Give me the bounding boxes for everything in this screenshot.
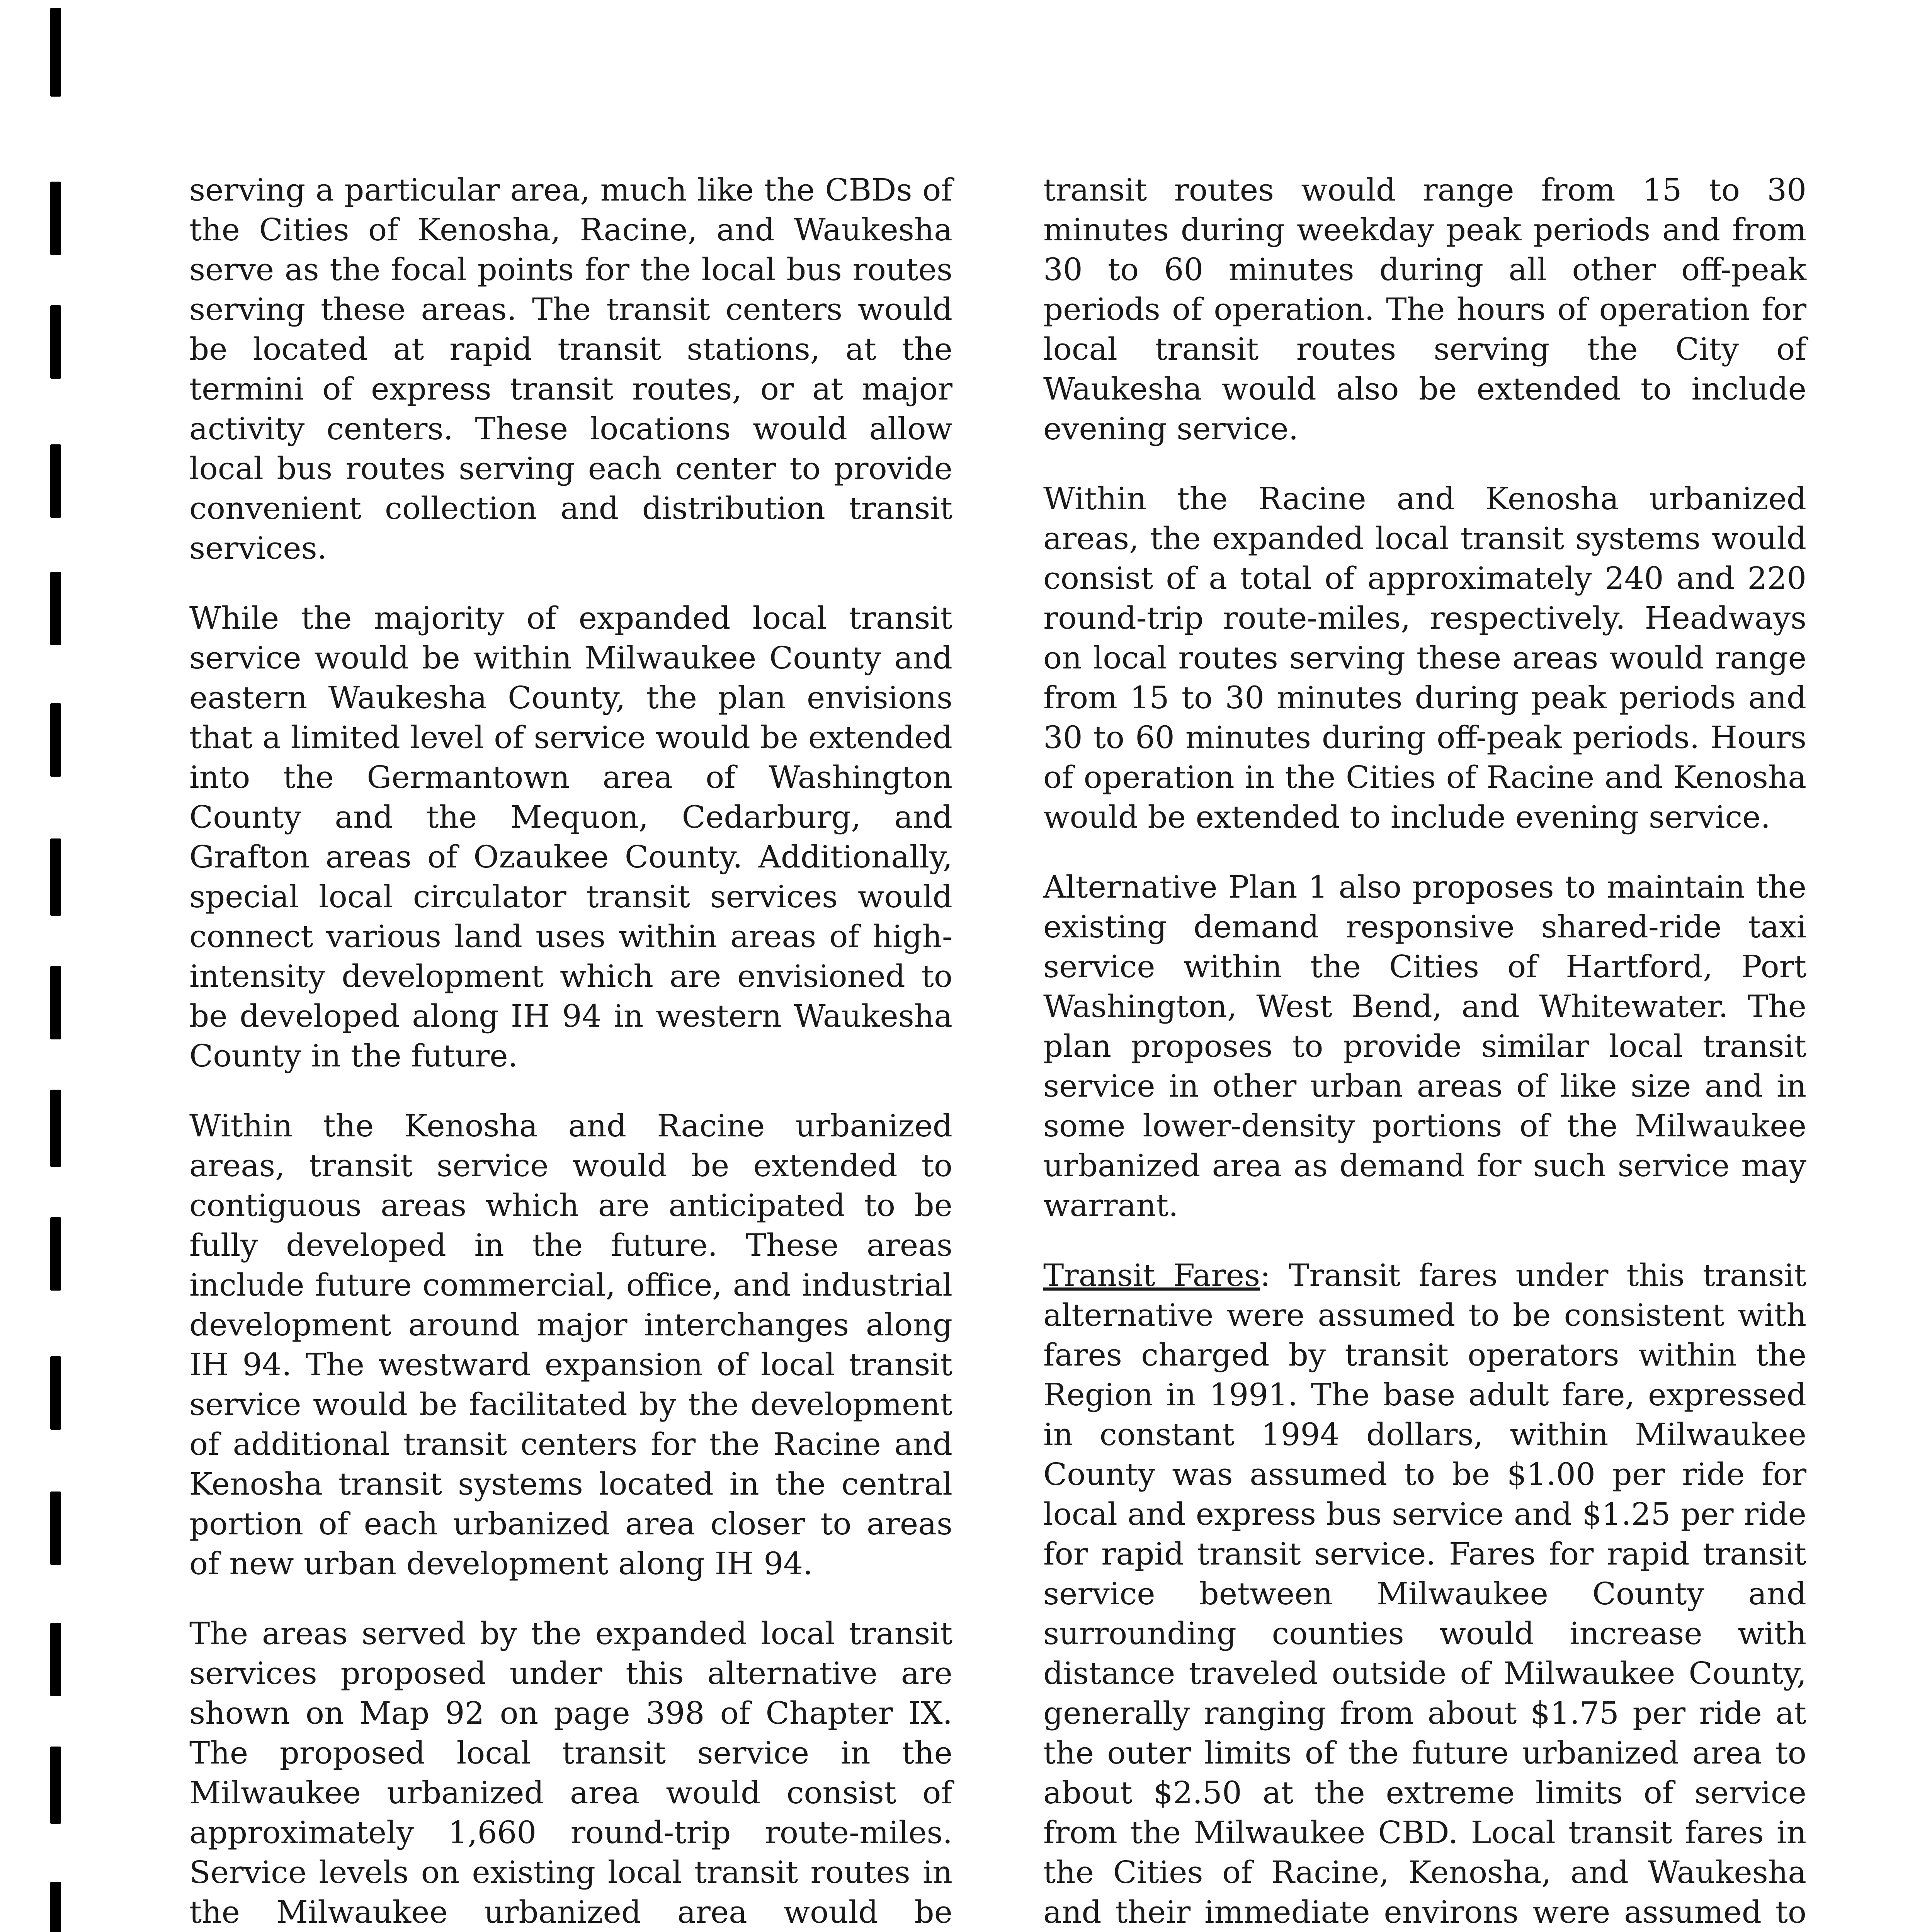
binder-mark	[50, 703, 61, 777]
binder-mark	[50, 966, 61, 1039]
paragraph: Alternative Plan 1 also proposes to maintain the existing demand responsive shared-ride taxi service within the Cities of Hartford, Port Washington, West Bend, and Whitewater. The plan proposes to provide similar local transit service in other urban areas of like size and in some lower-density portions of the Milwaukee urbanized area as demand for such service may warrant.	[1043, 869, 1806, 1223]
paragraph: transit routes would range from 15 to 30 minutes during weekday peak periods and from 30 to 60 minutes during all other off-peak periods of operation. The hours of operation for local transit routes serving the City of Waukesha would also be extended to include evening service.	[1043, 172, 1806, 447]
paragraph: While the majority of expanded local transit service would be within Milwaukee County and eastern Waukesha County, the plan envisions that a limited level of service would be extended into the Germantown area of Washington County and the Mequon, Cedarburg, and Grafton areas of Ozaukee County. Additionally, special local circulator transit services would connect various land uses within areas of high-intensity development which are envisioned to be developed along IH 94 in western Waukesha County in the future.	[189, 600, 952, 1074]
paragraph: serving a particular area, much like the CBDs of the Cities of Kenosha, Racine, and Waukesha serve as the focal points for the local bus routes serving these areas. The transit centers would be located at rapid transit stations, at the termini of express transit routes, or at major activity centers. These locations would allow local bus routes serving each center to provide convenient collection and distribution transit services.	[189, 172, 952, 566]
binder-mark	[50, 1492, 61, 1565]
binder-mark	[50, 182, 61, 255]
transit-fares-text: Transit fares under this transit alternative were assumed to be consistent with fares charged by transit operators within the Region in 1991. The base adult fare, expressed in constant 1994 dollars, within Milwaukee County was assumed to be $1.00 per ride for local and express bus service and $1.25 per ride for rapid transit service. Fares for rapid transit service between Milwaukee County and surrounding counties would increase with distance traveled outside of Milwaukee County, generally ranging from about $1.75 per ride at the outer limits of the future urbanized area to about $2.50 at the extreme limits of service from the Milwaukee CBD. Local transit fares in the Cities of Racine, Kenosha, and Waukesha and their immediate environs were assumed to	[1043, 1257, 1806, 1930]
heading-colon: :	[1260, 1257, 1270, 1293]
binder-mark	[50, 1090, 61, 1167]
binder-mark	[50, 1747, 61, 1824]
paragraph: The areas served by the expanded local transit services proposed under this alternative are shown on Map 92 on page 398 of Chapter IX. The proposed local transit service in the Milwaukee urbanized area would consist of approximately 1,660 round-trip route-miles. Service levels on existing local transit routes in the Milwaukee urbanized area would be	[189, 1616, 952, 1930]
paragraph: Within the Kenosha and Racine urbanized areas, transit service would be extended to contiguous areas which are anticipated to be fully developed in the future. These areas include future commercial, office, and industrial development around major interchanges along IH 94. The westward expansion of local transit service would be facilitated by the development of additional transit centers for the Racine and Kenosha transit systems located in the central portion of each urbanized area closer to areas of new urban development along IH 94.	[189, 1108, 952, 1582]
binder-mark	[50, 1882, 61, 1932]
left-column	[189, 170, 952, 1932]
binder-mark	[50, 444, 61, 518]
transit-fares-heading: Transit Fares	[1043, 1257, 1260, 1293]
binder-mark	[50, 838, 61, 916]
right-column	[1043, 170, 1806, 1932]
binder-mark	[50, 1217, 61, 1291]
binder-mark	[50, 305, 61, 379]
transit-fares-paragraph	[1043, 1255, 1806, 1932]
binder-hole-marks	[0, 0, 66, 1932]
binder-mark	[50, 8, 61, 97]
paragraph: Within the Racine and Kenosha urbanized areas, the expanded local transit systems would consist of a total of approximately 240 and 220 round-trip route-miles, respectively. Headways on local routes serving these areas would range from 15 to 30 minutes during peak periods and 30 to 60 minutes during off-peak periods. Hours of operation in the Cities of Racine and Kenosha would be extended to include evening service.	[1043, 481, 1806, 835]
binder-mark	[50, 1623, 61, 1696]
binder-mark	[50, 572, 61, 645]
binder-mark	[50, 1356, 61, 1430]
